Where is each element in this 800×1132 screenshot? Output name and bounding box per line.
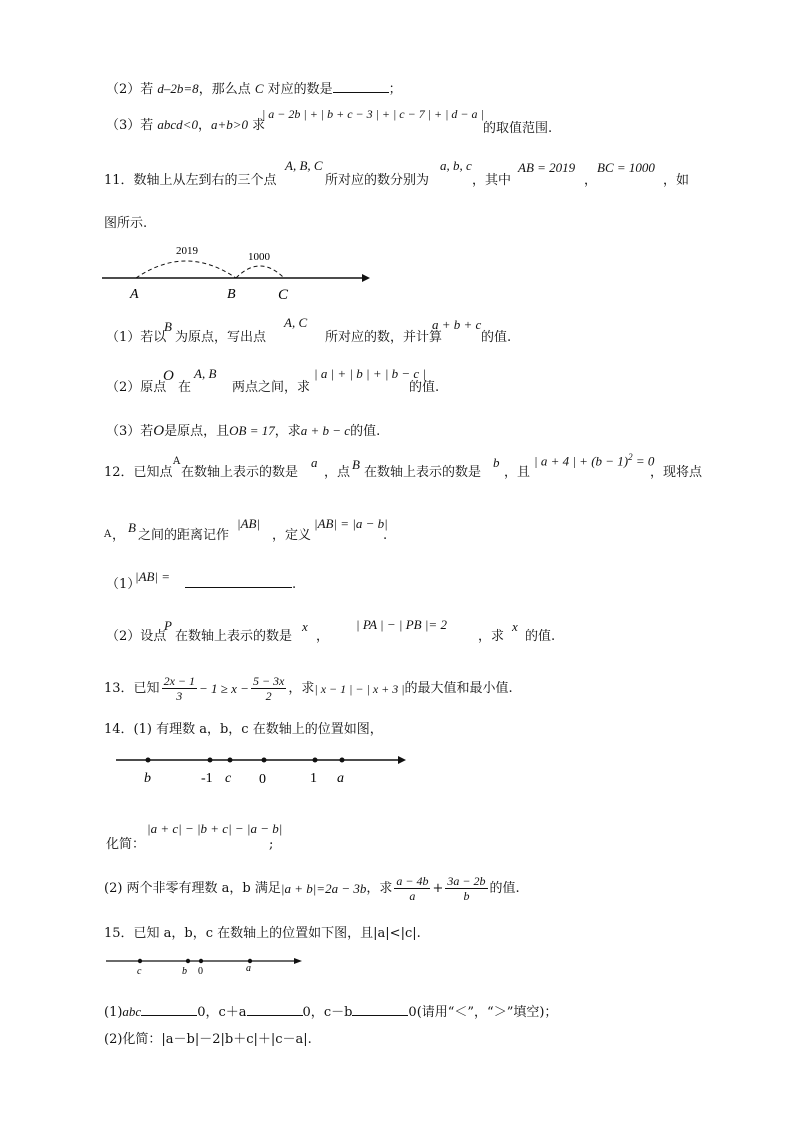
answer-blank[interactable] [333, 92, 389, 93]
q12-b: b [493, 455, 500, 470]
point-a-label: A [130, 287, 139, 302]
q11-p1-ac: A, C [284, 315, 308, 330]
q13: 13． 已知 $\frac{2x - 1}{3}$ − 1 ≥ x − $\frac{5 - 3x}{2}$ ，求 | x − 1 | − | x + 3 | 的最大值和最小值. [104, 674, 513, 704]
q15-intro: 15．已知 a，b，c 在数轴上的位置如下图，且|a|<|c|. [104, 926, 421, 941]
q10-part2: （2）若 d–2b=8，那么点 C 对应的数是 ； [106, 81, 402, 97]
q11-p2-ab: A, B [194, 366, 217, 381]
q11-values: a, b, c [440, 158, 472, 173]
point-c-label: C [278, 287, 289, 303]
q11-p1-b: B [164, 319, 172, 334]
q11-text5: 图所示. [104, 216, 148, 231]
answer-blank[interactable] [352, 1015, 408, 1016]
q12-t1: 12．已知点 [104, 465, 173, 480]
q12-t4: 在数轴上表示的数是 [364, 465, 482, 480]
q12-p2-p: P [164, 618, 172, 633]
q12-l2-def: |AB| = |a − b| [314, 516, 388, 531]
point-zero [262, 758, 267, 763]
label-zero: 0 [259, 772, 266, 787]
q12-p2-prefix: （2）设点 [106, 629, 167, 644]
label-a: a [337, 771, 344, 786]
q11-p2-expr: | a | + | b | + | b − c | [314, 366, 427, 381]
q11-p2-mid: 在 [178, 380, 192, 395]
q12-p1: （1） [106, 577, 141, 592]
q11-ab: AB = 2019 [518, 160, 576, 175]
q11-p2-o: O [163, 368, 174, 384]
label-c: c [225, 771, 232, 786]
label-2019: 2019 [176, 245, 198, 257]
q11-p1-end: 的值. [481, 330, 512, 345]
q11-comma: ， [584, 173, 598, 188]
q11-p1-prefix: （1）若以 [106, 330, 167, 345]
q12-l2-t1: 之间的距离记作 [138, 528, 230, 543]
q12-t5: ，且 [504, 465, 531, 480]
q11-text3: ，其中 [472, 173, 512, 188]
q12-a-point: A [173, 456, 181, 467]
arc-bc [236, 266, 284, 278]
point-a [340, 758, 345, 763]
point-zero [199, 959, 203, 963]
arc-ab [136, 261, 236, 278]
fraction-1: $\frac{a - 4b}{a}$ [396, 874, 429, 904]
q12-p2-end: 的值. [525, 629, 556, 644]
q12-p1-answer: . [185, 578, 296, 591]
q12-p1-ab: |AB| = [135, 569, 171, 584]
q12-p2-eq: | PA | − | PB |= 2 [356, 617, 447, 632]
axis-arrow [398, 756, 406, 764]
q14-p2: (2) 两个非零有理数 a，b 满足 |a + b|=2a − 3b ，求 $\frac{a - 4b}{a}$ + $\frac{3a - 2b}{b}$ 的值. [104, 874, 520, 904]
point-one [313, 758, 318, 763]
q12-t3: ，点 [324, 465, 351, 480]
label-a: a [246, 963, 251, 974]
q11-p1-expr: a + b + c [432, 317, 482, 332]
q14-number-line-figure [112, 745, 412, 787]
q15-p1: (1)abc 0，c＋a 0，c－b 0(请用“＜”，“＞”填空)； [104, 1004, 558, 1020]
q10-part3: （3）若 abcd<0，a+b>0 求 [106, 117, 266, 133]
q12-p2-t1: 在数轴上表示的数是 [175, 629, 293, 644]
point-c [228, 758, 233, 763]
point-c [138, 959, 142, 963]
q11-p1-mid: 为原点，写出点 [175, 330, 267, 345]
point-b-label: B [227, 287, 236, 302]
q12-p2-x: x [302, 619, 308, 634]
q11-p2-mid2: 两点之间，求 [232, 380, 311, 395]
q10-part3-expression: | a − 2b | + | b + c − 3 | + | c − 7 | + | d − a | [262, 107, 484, 121]
label-b: b [144, 771, 151, 786]
q14-simplify-expr: |a + c| − |b + c| − |a − b| [147, 821, 283, 836]
q12-p2-t2: ，求 [478, 629, 505, 644]
label-b: b [182, 966, 187, 977]
q15-number-line-figure [104, 954, 306, 978]
q12-l2-ab: |AB| [237, 516, 261, 531]
q12-l2-a: A [104, 529, 112, 540]
q11-bc: BC = 1000 [597, 160, 655, 175]
q12-p2-x2: x [512, 619, 518, 634]
q11-p2-end: 的值. [409, 380, 440, 395]
fraction-1: $\frac{2x - 1}{3}$ [163, 674, 195, 704]
q14-p1: 14．(1) 有理数 a，b，c 在数轴上的位置如图， [104, 722, 383, 737]
q12-l2-sep: ， [112, 528, 126, 543]
answer-blank[interactable] [185, 587, 292, 588]
axis-arrow [362, 274, 370, 282]
q12-l2-end: . [383, 528, 388, 543]
q11-points: A, B, C [285, 158, 323, 173]
q12-a: a [311, 455, 318, 470]
q12-condition: | a + 4 | + $(b - 1)^2 = 0$ [534, 452, 655, 469]
q12-l2-t2: ，定义 [272, 528, 312, 543]
answer-blank[interactable] [141, 1015, 197, 1016]
answer-blank[interactable] [247, 1015, 303, 1016]
q11-part3: （3）若O是原点，且OB = 17，求a + b − c的值. [106, 423, 381, 439]
q15-p2: (2)化简：|a－b|－2|b＋c|＋|c－a|. [104, 1032, 312, 1047]
point-b [146, 758, 151, 763]
q11-text4: ，如 [663, 173, 690, 188]
point-b [186, 959, 190, 963]
q10-part3-end: 的取值范围. [483, 121, 553, 136]
label-zero: 0 [198, 966, 203, 977]
point-m1 [208, 758, 213, 763]
q14-simplify-end: ; [269, 837, 274, 852]
q11-p1-mid2: 所对应的数，并计算 [325, 330, 443, 345]
label-m1: -1 [201, 771, 213, 786]
q12-p2-comma: ， [316, 629, 330, 644]
q11-intro: 11．数轴上从左到右的三个点 [104, 173, 277, 188]
q11-text2: 所对应的数分别为 [325, 173, 430, 188]
q11-p2-prefix: （2）原点 [106, 380, 167, 395]
q12-t6: ，现将点 [650, 465, 703, 480]
label-one: 1 [310, 771, 317, 786]
q12-t2: 在数轴上表示的数是 [181, 465, 299, 480]
axis-arrow [294, 958, 302, 964]
q12-l2-b: B [128, 520, 136, 535]
fraction-2: $\frac{5 - 3x}{2}$ [252, 674, 285, 704]
label-c: c [137, 966, 142, 977]
q12-b-point: B [352, 457, 360, 472]
q11-number-line-figure [100, 240, 372, 304]
fraction-2: $\frac{3a - 2b}{b}$ [447, 874, 486, 904]
label-1000: 1000 [248, 251, 270, 263]
q14-simplify-label: 化简： [106, 837, 146, 852]
